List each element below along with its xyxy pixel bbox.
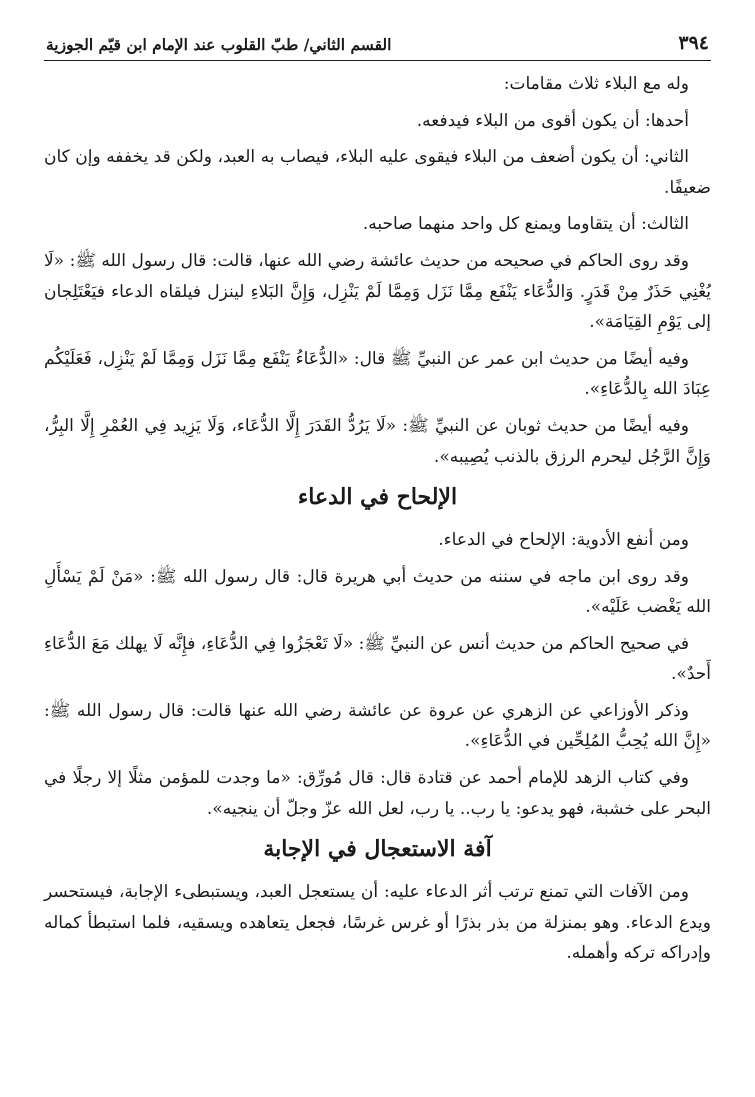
section-heading: الإلحاح في الدعاء bbox=[297, 484, 458, 511]
page-number: ٣٩٤ bbox=[678, 32, 709, 54]
paragraph: ومن الآفات التي تمنع ترتب أثر الدعاء عليه: أن يستعجل العبد، ويستبطىء الإجابة، فيستحسر ويدع الدعاء. وهو بمنزلة من بذر بذرًا أو غرس غرسًا، فجعل يتعاهده ويسقيه، فلما استبطأ كماله وإدراكه تركه وأهمله. bbox=[44, 882, 711, 964]
paragraph: وذكر الأوزاعي عن الزهري عن عروة عن عائشة رضي الله عنها قالت: قال رسول الله ﷺ: «إِنَّ الله يُحِبُّ المُلِحِّين في الدُّعَاءِ». bbox=[44, 700, 711, 752]
paragraph: وقد روى الحاكم في صحيحه من حديث عائشة رضي الله عنها، قالت: قال رسول الله ﷺ: «لَا يُغْنِي حَذَرٌ مِنْ قَدَرٍ. وَالدُّعَاء يَنْفَع مِمَّا نَزَل وَمِمَّا لَمْ يَنْزِل، وَإِنَّ البَلاءِ لينزل فيلقاه الدعاء فيَعْتَلِجان إلى يَوْمِ القِيَامَة». bbox=[44, 250, 711, 333]
paragraph: في صحيح الحاكم من حديث أنس عن النبيِّ ﷺ: «لَا تَعْجَزُوا فِي الدُّعَاءِ، فإِنَّه لَا يهلك مَعَ الدُّعَاءِ أَحدٌ». bbox=[44, 633, 711, 685]
running-title: القسم الثاني/ طبّ القلوب عند الإمام ابن قيّم الجوزية bbox=[46, 35, 392, 54]
paragraph: أحدها: أن يكون أقوى من البلاء فيدفعه. bbox=[416, 110, 689, 131]
paragraph: الثاني: أن يكون أضعف من البلاء فيقوى عليه البلاء، فيصاب به العبد، ولكن قد يخففه وإن كان ضعيفًا. bbox=[44, 147, 711, 198]
paragraph: وفيه أيضًا من حديث ابن عمر عن النبيِّ ﷺ قال: «الدُّعَاءُ يَنْفَع مِمَّا نَزَل وَمِمَّا لَمْ يَنْزِل، فَعَلَيْكُم عِبَادَ الله بِالدُّعَاءِ». bbox=[44, 348, 711, 400]
paragraph: وله مع البلاء ثلاث مقامات: bbox=[503, 74, 689, 94]
running-header bbox=[44, 32, 711, 61]
paragraph: الثالث: أن يتقاوما ويمنع كل واحد منهما صاحبه. bbox=[362, 214, 689, 235]
paragraph: وفيه أيضًا من حديث ثوبان عن النبيِّ ﷺ: «لَا يَرُدُّ القَدَرَ إِلَّا الدُّعَاء، وَلَا يَزِيد فِي العُمْرِ إِلَّا البِرُّ، وَإِنَّ الرَّجُل ليحرم الرزق بالذنب يُصِيبه». bbox=[44, 415, 711, 467]
section-heading: آفة الاستعجال في الإجابة bbox=[263, 836, 492, 863]
paragraph: وقد روى ابن ماجه في سننه من حديث أبي هريرة قال: قال رسول الله ﷺ: «مَنْ لَمْ يَسْأَلِ الله يَغْضب عَلَيْه». bbox=[44, 566, 711, 618]
paragraph: وفي كتاب الزهد للإمام أحمد عن قتادة قال: قال مُورِّق: «ما وجدت للمؤمن مثلًا إلا رجلًا في البحر على خشبة، فهو يدعو: يا رب.. يا رب، لعل الله عزّ وجلّ أن ينجيه». bbox=[44, 768, 711, 819]
paragraph: ومن أنفع الأدوية: الإلحاح في الدعاء. bbox=[438, 529, 689, 550]
page-body bbox=[44, 69, 711, 969]
